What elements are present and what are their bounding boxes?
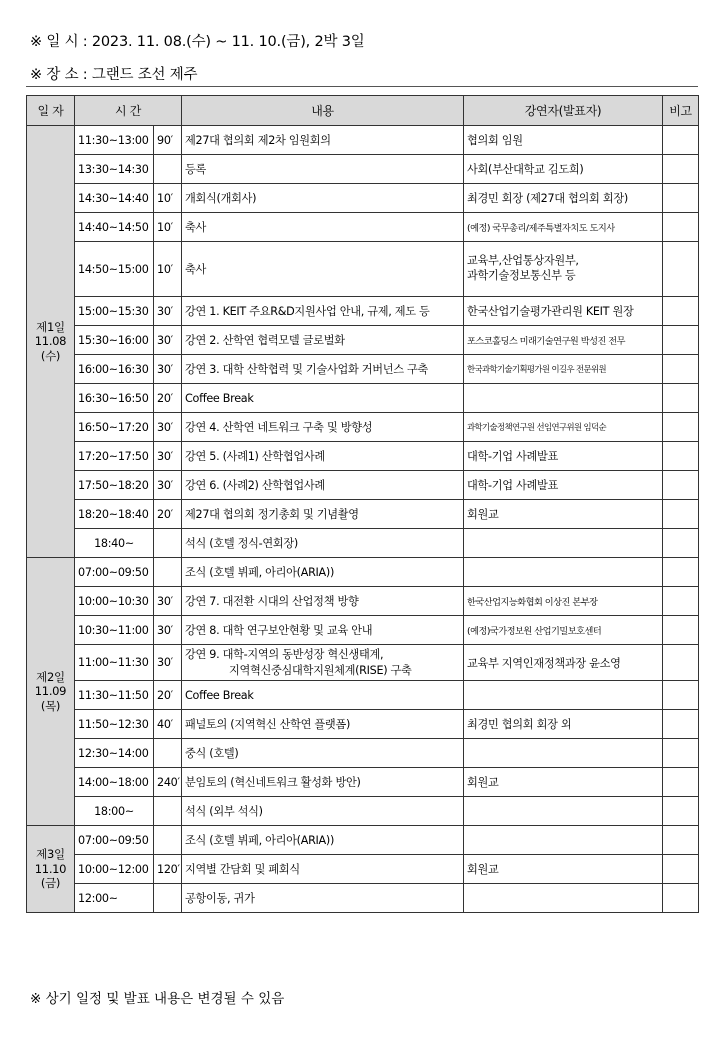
day-label-line: 11.08 bbox=[34, 334, 67, 349]
speaker-cell: 한국과학기술기획평가원 이길우 전문위원 bbox=[464, 355, 663, 384]
content-cell: 강연 2. 산학연 협력모델 글로벌화 bbox=[182, 326, 464, 355]
time-cell: 18:00~ bbox=[75, 797, 154, 826]
content-cell: 강연 5. (사례1) 산학협업사례 bbox=[182, 442, 464, 471]
note-cell bbox=[663, 384, 699, 413]
table-row bbox=[27, 155, 699, 184]
time-cell: 17:20~17:50 bbox=[75, 442, 154, 471]
note-cell bbox=[663, 471, 699, 500]
speaker-cell bbox=[464, 558, 663, 587]
day-label-line: (수) bbox=[40, 348, 61, 363]
speaker-cell bbox=[464, 826, 663, 855]
time-cell: 07:00~09:50 bbox=[75, 558, 154, 587]
table-row bbox=[27, 826, 699, 855]
content-cell: 석식 (호텔 정식-연회장) bbox=[182, 529, 464, 558]
time-cell: 15:30~16:00 bbox=[75, 326, 154, 355]
table-row bbox=[27, 855, 699, 884]
note-cell bbox=[663, 855, 699, 884]
note-cell bbox=[663, 681, 699, 710]
duration-cell: 240′ bbox=[154, 768, 182, 797]
duration-cell bbox=[154, 826, 182, 855]
duration-cell: 30′ bbox=[154, 587, 182, 616]
content-cell: 강연 1. KEIT 주요R&D지원사업 안내, 규제, 제도 등 bbox=[182, 297, 464, 326]
duration-cell: 120′ bbox=[154, 855, 182, 884]
time-cell: 14:00~18:00 bbox=[75, 768, 154, 797]
day-label-cell bbox=[27, 826, 75, 913]
note-cell bbox=[663, 184, 699, 213]
time-cell: 07:00~09:50 bbox=[75, 826, 154, 855]
time-cell: 18:40~ bbox=[75, 529, 154, 558]
duration-cell: 20′ bbox=[154, 384, 182, 413]
speaker-cell: 과학기술정책연구원 선임연구위원 임덕순 bbox=[464, 413, 663, 442]
content-cell: 축사 bbox=[182, 213, 464, 242]
time-cell: 14:50~15:00 bbox=[75, 242, 154, 297]
note-cell bbox=[663, 797, 699, 826]
content-cell: 석식 (외부 석식) bbox=[182, 797, 464, 826]
table-row bbox=[27, 739, 699, 768]
duration-cell bbox=[154, 884, 182, 913]
speaker-cell: 한국산업기술평가관리원 KEIT 원장 bbox=[464, 297, 663, 326]
schedule-date-line: ※ 일 시 : 2023. 11. 08.(수) ~ 11. 10.(금), 2박 3일 bbox=[30, 34, 365, 50]
header-speaker: 강연자(발표자) bbox=[464, 96, 663, 126]
table-row bbox=[27, 242, 699, 297]
time-cell: 10:00~12:00 bbox=[75, 855, 154, 884]
table-row bbox=[27, 681, 699, 710]
table-row bbox=[27, 587, 699, 616]
content-cell: 패널토의 (지역혁신 산학연 플랫폼) bbox=[182, 710, 464, 739]
duration-cell: 30′ bbox=[154, 326, 182, 355]
table-row bbox=[27, 442, 699, 471]
content-cell: 강연 7. 대전환 시대의 산업정책 방향 bbox=[182, 587, 464, 616]
duration-cell: 40′ bbox=[154, 710, 182, 739]
time-cell: 11:30~11:50 bbox=[75, 681, 154, 710]
venue-line: ※ 장 소 : 그랜드 조선 제주 bbox=[30, 67, 198, 83]
content-cell: 개회식(개회사) bbox=[182, 184, 464, 213]
content-cell: Coffee Break bbox=[182, 681, 464, 710]
time-cell: 18:20~18:40 bbox=[75, 500, 154, 529]
speaker-cell: 대학-기업 사례발표 bbox=[464, 471, 663, 500]
duration-cell bbox=[154, 155, 182, 184]
table-row bbox=[27, 126, 699, 155]
table-row bbox=[27, 645, 699, 681]
duration-cell: 10′ bbox=[154, 242, 182, 297]
note-cell bbox=[663, 645, 699, 681]
time-cell: 16:00~16:30 bbox=[75, 355, 154, 384]
speaker-cell bbox=[464, 884, 663, 913]
schedule-table bbox=[26, 95, 699, 913]
time-cell: 17:50~18:20 bbox=[75, 471, 154, 500]
time-cell: 11:00~11:30 bbox=[75, 645, 154, 681]
note-cell bbox=[663, 529, 699, 558]
note-cell bbox=[663, 126, 699, 155]
speaker-cell: 회원교 bbox=[464, 855, 663, 884]
content-cell bbox=[182, 645, 464, 681]
content-cell: 강연 8. 대학 연구보안현황 및 교육 안내 bbox=[182, 616, 464, 645]
time-cell: 15:00~15:30 bbox=[75, 297, 154, 326]
content-cell: 등록 bbox=[182, 155, 464, 184]
content-cell: 강연 3. 대학 산학협력 및 기술사업화 거버넌스 구축 bbox=[182, 355, 464, 384]
table-row bbox=[27, 616, 699, 645]
day-label-line: (목) bbox=[40, 698, 61, 713]
duration-cell: 90′ bbox=[154, 126, 182, 155]
note-cell bbox=[663, 326, 699, 355]
note-cell bbox=[663, 213, 699, 242]
duration-cell bbox=[154, 529, 182, 558]
table-row bbox=[27, 471, 699, 500]
day-label-line: 제2일 bbox=[36, 669, 65, 684]
speaker-cell: 한국산업지능화협회 이상진 본부장 bbox=[464, 587, 663, 616]
table-row bbox=[27, 355, 699, 384]
day-label-line: 11.09 bbox=[34, 684, 67, 699]
duration-cell: 30′ bbox=[154, 471, 182, 500]
speaker-cell: 대학-기업 사례발표 bbox=[464, 442, 663, 471]
note-cell bbox=[663, 587, 699, 616]
time-cell: 14:30~14:40 bbox=[75, 184, 154, 213]
duration-cell: 30′ bbox=[154, 297, 182, 326]
day-label-cell bbox=[27, 558, 75, 826]
speaker-cell: 협의회 임원 bbox=[464, 126, 663, 155]
duration-cell: 20′ bbox=[154, 500, 182, 529]
note-cell bbox=[663, 413, 699, 442]
duration-cell bbox=[154, 739, 182, 768]
table-row bbox=[27, 384, 699, 413]
table-row bbox=[27, 558, 699, 587]
day-label-line: 제3일 bbox=[36, 847, 65, 862]
table-row bbox=[27, 297, 699, 326]
speaker-cell bbox=[464, 384, 663, 413]
content-line: 강연 9. 대학-지역의 동반성장 혁신생태계, bbox=[185, 648, 384, 662]
duration-cell bbox=[154, 558, 182, 587]
speaker-cell: 최경민 협의회 회장 외 bbox=[464, 710, 663, 739]
note-cell bbox=[663, 558, 699, 587]
content-cell: 조식 (호텔 뷔페, 아리아(ARIA)) bbox=[182, 558, 464, 587]
speaker-cell: 최경민 회장 (제27대 협의회 회장) bbox=[464, 184, 663, 213]
content-cell: 제27대 협의회 제2차 임원회의 bbox=[182, 126, 464, 155]
content-cell: 지역별 간담회 및 폐회식 bbox=[182, 855, 464, 884]
table-row bbox=[27, 710, 699, 739]
duration-cell: 10′ bbox=[154, 213, 182, 242]
table-row bbox=[27, 213, 699, 242]
content-cell: 제27대 협의회 정기총회 및 기념촬영 bbox=[182, 500, 464, 529]
duration-cell: 30′ bbox=[154, 413, 182, 442]
table-row bbox=[27, 413, 699, 442]
table-row bbox=[27, 500, 699, 529]
table-row bbox=[27, 184, 699, 213]
note-cell bbox=[663, 297, 699, 326]
note-cell bbox=[663, 616, 699, 645]
footnote: ※ 상기 일정 및 발표 내용은 변경될 수 있음 bbox=[30, 991, 285, 1007]
content-cell: Coffee Break bbox=[182, 384, 464, 413]
speaker-cell bbox=[464, 529, 663, 558]
header-day: 일 자 bbox=[27, 96, 75, 126]
content-cell: 분임토의 (혁신네트워크 활성화 방안) bbox=[182, 768, 464, 797]
duration-cell bbox=[154, 797, 182, 826]
duration-cell: 30′ bbox=[154, 616, 182, 645]
table-row bbox=[27, 884, 699, 913]
time-cell: 12:30~14:00 bbox=[75, 739, 154, 768]
table-row bbox=[27, 768, 699, 797]
time-cell: 10:30~11:00 bbox=[75, 616, 154, 645]
day-label-line: (금) bbox=[40, 876, 61, 891]
note-cell bbox=[663, 739, 699, 768]
speaker-cell bbox=[464, 739, 663, 768]
table-row bbox=[27, 529, 699, 558]
duration-cell: 30′ bbox=[154, 355, 182, 384]
speaker-cell: 회원교 bbox=[464, 500, 663, 529]
speaker-cell: 교육부 지역인재정책과장 윤소영 bbox=[464, 645, 663, 681]
speaker-cell: (예정)국가정보원 산업기밀보호센터 bbox=[464, 616, 663, 645]
day-label-cell bbox=[27, 126, 75, 558]
speaker-cell: (예정) 국무총리/제주특별자치도 도지사 bbox=[464, 213, 663, 242]
header-note: 비고 bbox=[663, 96, 699, 126]
time-cell: 11:50~12:30 bbox=[75, 710, 154, 739]
speaker-cell bbox=[464, 681, 663, 710]
note-cell bbox=[663, 355, 699, 384]
duration-cell: 20′ bbox=[154, 681, 182, 710]
speaker-cell: 사회(부산대학교 김도희) bbox=[464, 155, 663, 184]
table-header-row bbox=[27, 96, 699, 126]
note-cell bbox=[663, 442, 699, 471]
table-row bbox=[27, 326, 699, 355]
time-cell: 13:30~14:30 bbox=[75, 155, 154, 184]
note-cell bbox=[663, 242, 699, 297]
duration-cell: 30′ bbox=[154, 645, 182, 681]
speaker-cell bbox=[464, 242, 663, 297]
time-cell: 11:30~13:00 bbox=[75, 126, 154, 155]
content-cell: 강연 6. (사례2) 산학협업사례 bbox=[182, 471, 464, 500]
content-cell: 축사 bbox=[182, 242, 464, 297]
time-cell: 16:30~16:50 bbox=[75, 384, 154, 413]
note-cell bbox=[663, 884, 699, 913]
duration-cell: 30′ bbox=[154, 442, 182, 471]
header-content: 내용 bbox=[182, 96, 464, 126]
content-line: 지역혁신중심대학지원체계(RISE) 구축 bbox=[229, 663, 412, 677]
time-cell: 16:50~17:20 bbox=[75, 413, 154, 442]
time-cell: 10:00~10:30 bbox=[75, 587, 154, 616]
note-cell bbox=[663, 768, 699, 797]
content-cell: 조식 (호텔 뷔페, 아리아(ARIA)) bbox=[182, 826, 464, 855]
note-cell bbox=[663, 500, 699, 529]
day-label-line: 제1일 bbox=[36, 319, 65, 334]
time-cell: 12:00~ bbox=[75, 884, 154, 913]
content-cell: 중식 (호텔) bbox=[182, 739, 464, 768]
content-cell: 공항이동, 귀가 bbox=[182, 884, 464, 913]
speaker-cell bbox=[464, 797, 663, 826]
speaker-line: 교육부,산업통상자원부, bbox=[467, 254, 579, 268]
speaker-cell: 회원교 bbox=[464, 768, 663, 797]
content-cell: 강연 4. 산학연 네트워크 구축 및 방향성 bbox=[182, 413, 464, 442]
duration-cell: 10′ bbox=[154, 184, 182, 213]
speaker-line: 과학기술정보통신부 등 bbox=[467, 269, 576, 282]
note-cell bbox=[663, 826, 699, 855]
speaker-cell: 포스코홀딩스 미래기술연구원 박성진 전무 bbox=[464, 326, 663, 355]
header-time: 시 간 bbox=[75, 96, 182, 126]
day-label-line: 11.10 bbox=[34, 861, 67, 876]
note-cell bbox=[663, 155, 699, 184]
divider bbox=[26, 86, 698, 87]
note-cell bbox=[663, 710, 699, 739]
table-row bbox=[27, 797, 699, 826]
time-cell: 14:40~14:50 bbox=[75, 213, 154, 242]
